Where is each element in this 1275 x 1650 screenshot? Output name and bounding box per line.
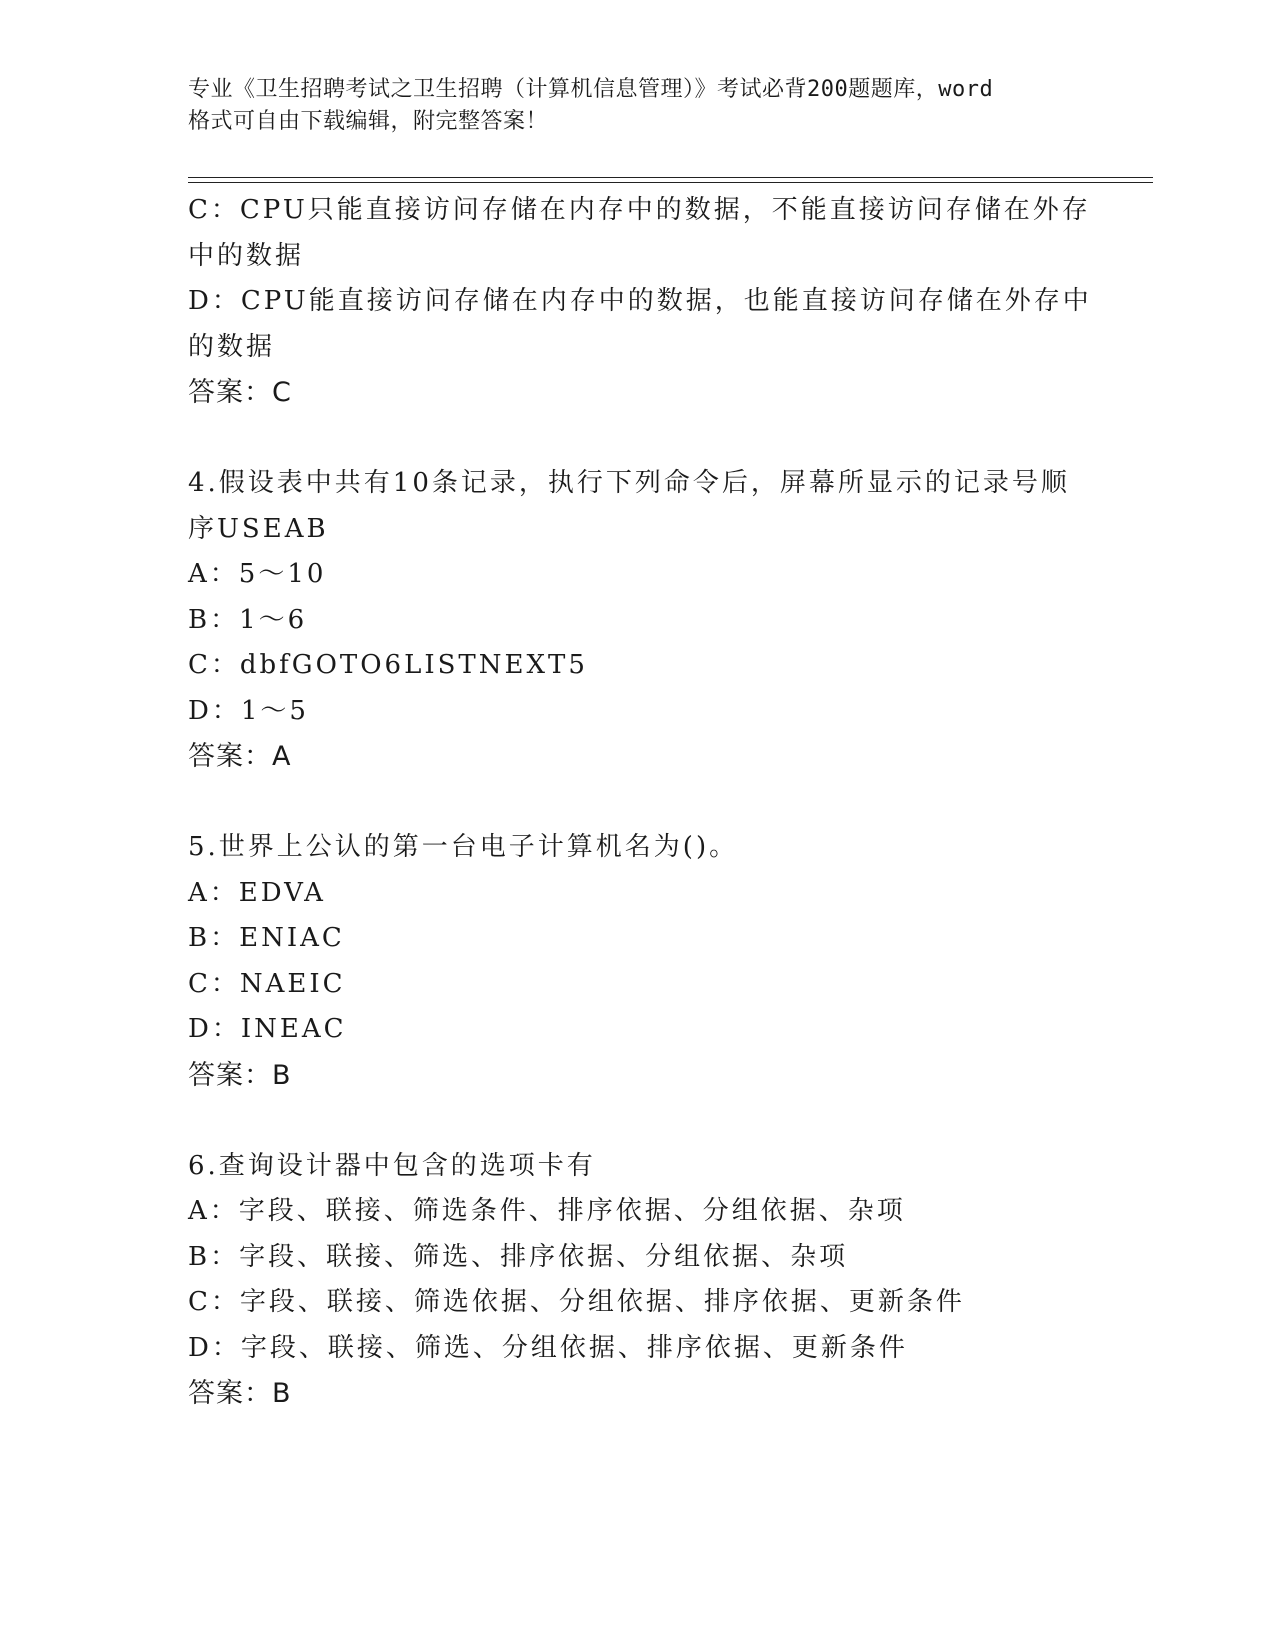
spacer bbox=[188, 1098, 1088, 1144]
q3-option-d-line-1: D：CPU能直接访问存储在内存中的数据，也能直接访问存储在外存中 bbox=[188, 286, 1092, 316]
q4-question-line-1: 4.假设表中共有10条记录，执行下列命令后，屏幕所显示的记录号顺 bbox=[188, 468, 1070, 498]
q4-option-b: B：1～6 bbox=[188, 604, 308, 635]
q6-option-b: B：字段、联接、筛选、排序依据、分组依据、杂项 bbox=[188, 1241, 849, 1272]
q5-option-a: A：EDVA bbox=[188, 877, 326, 908]
q4-answer: 答案：A bbox=[188, 741, 292, 772]
q3-answer: 答案：C bbox=[188, 377, 292, 408]
q4-option-c: C：dbfGOTO6LISTNEXT5 bbox=[188, 650, 588, 680]
question-4 bbox=[188, 461, 1088, 780]
document-header bbox=[188, 74, 1088, 138]
spacer bbox=[188, 416, 1088, 462]
q5-option-d: D：INEAC bbox=[188, 1014, 347, 1044]
q6-answer: 答案：B bbox=[188, 1378, 292, 1409]
header-divider-bottom bbox=[188, 182, 1153, 183]
q3-option-d-line-2: 的数据 bbox=[188, 331, 276, 362]
q6-question: 6.查询设计器中包含的选项卡有 bbox=[188, 1150, 596, 1181]
header-divider-top bbox=[188, 177, 1153, 178]
q6-option-c: C：字段、联接、筛选依据、分组依据、排序依据、更新条件 bbox=[188, 1287, 965, 1317]
q5-option-b: B：ENIAC bbox=[188, 923, 345, 953]
q5-answer: 答案：B bbox=[188, 1059, 292, 1091]
question-5 bbox=[188, 825, 1088, 1098]
q4-option-d: D：1～5 bbox=[188, 695, 309, 726]
q3-option-c-line-1: C：CPU只能直接访问存储在内存中的数据，不能直接访问存储在外存 bbox=[188, 195, 1091, 225]
q4-question-line-2: 序USEAB bbox=[188, 513, 329, 544]
q6-option-a: A：字段、联接、筛选条件、排序依据、分组依据、杂项 bbox=[188, 1196, 906, 1226]
header-title-line-2: 格式可自由下载编辑，附完整答案！ bbox=[188, 109, 549, 134]
question-6 bbox=[188, 1144, 1088, 1417]
q5-option-c: C：NAEIC bbox=[188, 968, 346, 999]
spacer bbox=[188, 780, 1088, 826]
q6-option-d: D：字段、联接、筛选、分组依据、排序依据、更新条件 bbox=[188, 1332, 908, 1363]
question-list bbox=[188, 188, 1092, 1417]
question-3-continued bbox=[188, 188, 1092, 416]
q5-question: 5.世界上公认的第一台电子计算机名为()。 bbox=[188, 832, 739, 862]
header-title-line-1: 专业《卫生招聘考试之卫生招聘（计算机信息管理）》考试必背200题题库，word bbox=[188, 77, 994, 102]
q4-option-a: A：5～10 bbox=[188, 559, 327, 589]
q3-option-c-line-2: 中的数据 bbox=[188, 240, 305, 271]
